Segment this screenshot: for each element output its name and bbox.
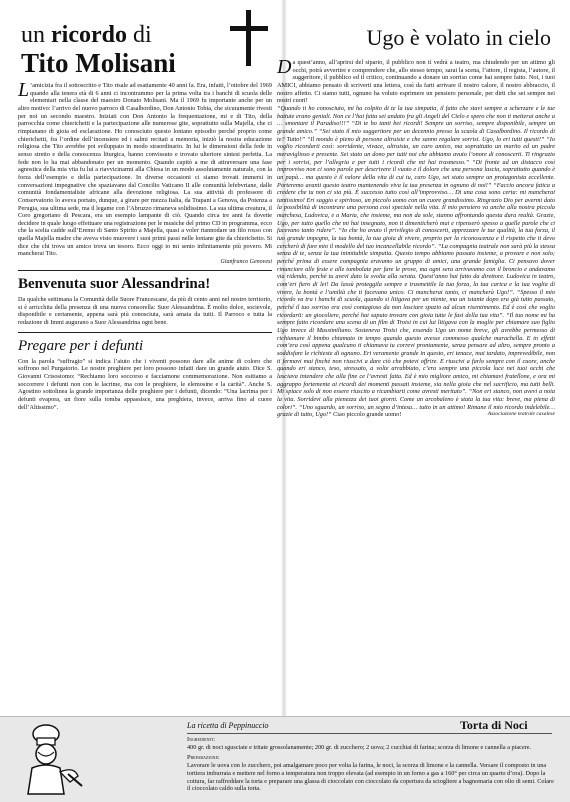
ricordo-text: ’amicizia fra il sottoscritto e Tito risale ad esattamente 40 anni fa. Era, infatti, l’ottobre del 1969 quando alla tenera età di 6 anni ci incontrammo per la prima volta tra i banchi di scuola delle elementari nella classe del maestro Donato Molisani. Ma il 1969 fu importante anche per un altro motivo: l’arrivo del nuovo parroco di Casalbordino, Don Antonio Tobia, che sicuramente rivesti per noi un secondo maestro. Iniziati con Don Antonio la frequentazione, mi e di Tito, della parrocchia come chierichetti e la partecipazione alle numerose gite, soprattutto sulla Majella, che ci rimpianano di gioia ed esclarazione. Ho conosciuto questo lontano episodio perché proprio come chierichetti, fra l’ordine dell’incensiere ed i salmi recitati a memoria, iniziò la nostra educazione religiosa che Tito avrebbe poi sviluppato in modo straordinario. In lui le dimensioni della fede in senso stretto e della conoscenza liturgica, hanno convissuto e trovato ulteriore sintesi perfetta. La fede non lo ha mai abbandonato per un momento. Quando capitò a me di attraversare una fase agnostica della mia vita fu lui a riavvicinarmi alla Chiesa in un modo assolutamente naturale, con la forza dell’esempio e della partecipazione. In diverse occasioni ci siamo trovati immersi in conversazioni impegnative che spaziavano dal Concilio Vaticano II alle comunità lefebvriane, dalle comunità fondamentaliste africane alla devozione religiosa. La sua attività di professore di Conservatorio lo aveva portato, dunque, a girare per mezza Italia, da Trapani a Genova, da Potenza a Perugia, sua ultima sede, ma il legame con l’Abruzzo rimaneva solidissimo. La sua ultima creatura, il Coro gregoriano di Pescara, era un esempio lampante di ciò. Quando circa tre anni fa dovette decidere in quale luogo effettuare una registrazione per le musiche del primo CD in programma, ecco che la scelta cadde sull’Eremo di Santo Spirito a Majella, quasi a voler riannodare un filo rosso con quella Majella madre che aveva visto muovere i suoi primi passi nelle lontane gite da chierichetto. Si dice che chi trova un amico trova un tesoro. Ecco oggi io mi sento infinitamente più povero. Mi mancherai Tito. [18,82,272,258]
cross-icon [222,8,274,68]
title-bold: ricordo [51,22,127,48]
ugo-letter [277,105,555,419]
ugo-letter-text: “Quando ti ho conosciuto, mi ha colpito di te la tua simpatia, il fatto che stavi sempre a scherzare e le tue battute erano geniali. Non ce l’hai fatta sei andato fra gli Angeli del Cielo e spero che non ti metterai anche a … smontare il Paradiso!!!” “Di te ho tanti bei ricordi! Sempre un sorriso, sempre disponibile, sempre un grande amico.” “Sei stato il mio suggeritore per un decennio presso la scuola di Casalbordino. Il ricordo di te? Tutto!” “Il mondo è pieno di persone altruiste e che sanno regalare sorrisi. Ugo, lo eri tutti questi!” “Io voglio ricordarti così: sorridente, vivace, altruista, un caro amico, ma soprattutto un marito ed un padre meraviglioso e presente. Sei stato un dono per tutti noi che abbiamo avuto l’onore di conoscerti. Ti ringrazio per i sorrisi, per l’allegria e per tutti i ricordi che mi hai trasmesso.” “Di fronte ad un distacco così improvviso non ci sono parole per descrivere il vuoto e il dolore che una persona lascia, soprattutto quando è un papà… ma questo è il valore della vita di cui tu, caro Ugo, sei stato sempre un protagonista eccellente. Porteremo avanti questo teatro mantenendo viva la tua presenza in ognuno di noi!” “Faccio ancora fatica a credere che tu non ci sia più. È successo tutto così all’improvviso… Di una cosa sono certa: mi mancherai tantissimo! Eri saggio e spiritoso, un piccolo uomo con un cuore grandissimo. Ringrazio Dio per avermi dato la possibilità di incontrare una persona così speciale nella vita. Il mio pensiero va anche alla nostra piccola marchesa, Ludovica, e a Maria, che insieme, ma non da sole, stanno affrontando questa dura realtà. Grazie, Ugo, per tutto quello che mi hai insegnato, non ti dimenticherò mai e ripenserò spesso a quelle parole che ci facevano tanto ridere”. “Io che ho avuto il privilegio di conoscerti, apprezzare le tue qualità, la tua forza, il tuo grande impegno, la tua bontà, la tua gioia di vivere, proprio per la riconoscenza e il rispetto che ti devo cercherò di fare mio il modello del tuo incancellabile ricordo”. “La compagnia teatrale non sarà più la stessa senza di te, senza la tua inimitabile simpatia. Questo tempo abbiamo passato insieme, a provare e non solo; perché prima di essere compagnia eravamo un gruppo di amici, una grande famiglia. Ci pensavo dover rinunciare alle feste e alle tombolate per fare le prove, ma ogni sera arrivavamo con il broncio e andavamo via ridendo, perché tu avevi dato la svolta alla serata. Quest’anno hai fatto da direttore. Ludovica in teatro, com’eri fiero di lei! Da lassù proteggila sempre e trasmettile la tua forza, la tua carica e la tua voglia di vivere, la bontà e l’umiltà che ti facevano unico. Ci mancherai tanto, ci mancherà Ugo!”. “Spesso il mio ricordo va tra i banchi di scuola, quando si litigava per un niente, ma un istante dopo era già tutto passato, perché il tuo sorriso era così contagioso da non lasciare spazio ad alcun risentimento. Ed è così che voglio ricordarti: un giocoliere, perché hai saputo trovare con gioia tutte le fasi della tua vita”. “Il tuo nome mi ha sempre fatto ricordare una scena di un film di Troisi in cui lui litigava con la moglie per chiamare suo figlio Ugo invece di Massimiliano. Sosteneva Troisi che, essendo Ugo un nome breve, gli avrebbe permesso di richiamare il bimbo chiamato in tempo quando questo avesse commesso qualche marachella. E in effetti com’era così appena qualcuno ti chiamava tu correvi prontamente, senza pensare ad altro, sempre pronto a soddisfare le richieste di ognuno. Eri veramente grande in questo, eri tenace, mai tardato, imprevedibile, non ti fermavi mai finché non riuscivi a dare ciò che potevi offrire. E riuscivi a farlo sempre con il cuore, anche quando eri stanco, teso, stressato, a volte arrabbiato, c’era sempre una piccola luce nei tuoi occhi che lasciava intendere che alla fine ce l’avresti fatta. Ed è mio migliore amico, mi chiamavi fratellone, e ora mi aggrappo fortemente ai ricordi dei momenti passati insieme, sia nella gioia che nel sacrificio, ma tutti belli. Mi spiace solo di non essere riuscito a ricambiarti come avresti meritato”. “Non eri stanco, non avevi a noia la vita. Sorridevi alla pienezza dei tuoi giorni. Come un arcobaleno è stata la tua vita: breve, ma piena di colori”. “Uno sguardo, un sorriso, un segno d’intesa… tutto in un attimo! Rimane il mio ricordo indelebile… grazie di tutto, Ugo!” [277,104,555,419]
recipe-section: La ricetta di Peppinuccio [187,721,269,730]
title-part2: di [126,22,152,48]
ugo-intro-text: a quest’anno, all’aprirsi del sipario, il pubblico non ti vedrà a teatro, ma chiudendo per un attimo gli occhi, potrà avvertire e comprendere che, allo stesso tempo, sarai la scena, l’attore, il regista, l’autore, il suggeritore, il pubblico ed il critico, continuando a donare un sorriso come hai sempre fatto. Noi, i tuoi AMICI, abbiamo pensato di scriverti una lettera, così da farti arrivare il nostro calore, il nostro abbraccio, il nostro affetto. Ci siamo tutti, ognuno ha voluto esprimere un pensiero personale, per dirti che sei sempre nei nostri cuori! [277,59,555,105]
divider [18,270,272,271]
left-column [18,20,272,411]
ingredients-label: Ingredienti: [187,736,216,743]
right-column [277,20,555,419]
ugo-signature: Associazione teatrale casalese [487,411,555,418]
suor-text: Da qualche settimana la Comunità delle Suore Francescane, da più di cento anni nel nostro territorio, si è arricchita della presenza di una nuova consorella: Suor Alessandrina. È molto dolce, socievole, disponibile e certamente, appena sarà più conosciuta, sarà amata da tutti. Il Parroco e tutta la redazione di Immi augurano a Suor Alessandrina ogni bene. [18,296,272,327]
ricordo-title-line2: Tito Molisani [21,48,176,78]
ugo-title: Ugo è volato in cielo [366,25,551,50]
prep-text: Lavorare le uova con lo zucchero, poi amalgamare poco per volta la farina, le noci, la scorza di limone e la cannella. Versare il composto in una tortiera imburrata e mettere nel forno a temperatura non troppo elevata (ad esempio in un forno a gas a 160° per circa un quarto d’ora). Dopo la cottura, far raffreddare la torta e preparare una glassa di cioccolato con cioccolato da copertura da sciogliere a bagnomaria con olio di semi. Colare il cioccolato caldo sulla torta. [187,762,554,793]
divider [18,332,272,333]
recipe-title: Torta di Noci [460,718,528,732]
title-part1: un [21,22,51,48]
ricordo-dropcap: L [18,79,30,101]
ugo-dropcap: D [277,56,292,78]
recipe-body [187,736,555,793]
ingredients-text: 400 gr. di noci sgusciate e tritate grossolanamente; 200 gr. di zucchero; 2 uova; 2 cucchiai di farina; scorza di limone e cannella a piacere. [187,743,532,751]
ricordo-article [18,79,272,258]
prep-label: Preparazione: [187,754,220,762]
recipe-box [0,716,570,802]
ugo-intro [277,56,555,105]
defunti-heading: Pregare per i defunti [18,337,144,354]
ricordo-signature: Gianfranco Genovesi [220,259,272,266]
ugo-closing: Ciao piccolo grande uomo! [331,411,402,419]
chef-icon [8,722,88,798]
defunti-text: Con la parola “suffragio” si indica l’aiuto che i viventi possono dare alle anime di coloro che soffrono nel Purgatorio. Le nostre preghiere per loro possono infatti dare un grande aiuto. Dice S. Giovanni Crisostomo: “Rechiamo loro soccorso e facciamone commemorazione. Non esitiamo a soccorrere i defunti non con le lacrime, ma con le preghiere, le elemosine e la carità”. Anche S. Agostino sottolinea la grande importanza delle preghiere per i defunti, dicendo: “Una lacrima per i defunti evapora, un fiore sulla tomba appassisce, una preghiera, invece, arriva fino al cuore dell’Altissimo”. [18,357,272,411]
suor-heading: Benvenuta suor Alessandrina! [18,276,211,293]
recipe-rule [187,733,552,734]
